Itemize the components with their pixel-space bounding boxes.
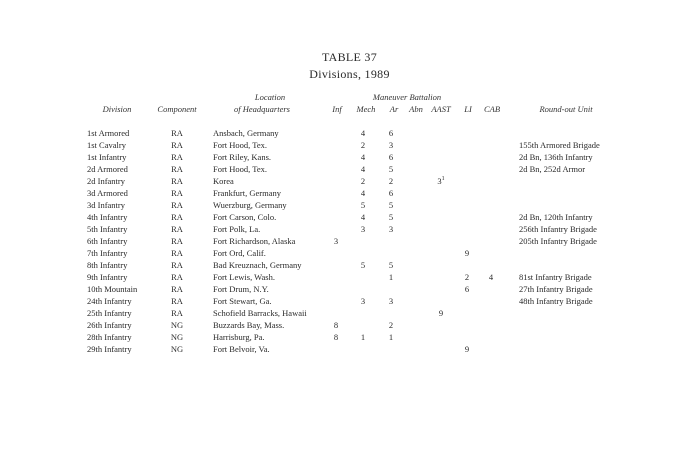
table-row	[0, 211, 699, 223]
ar-cell: 6	[388, 152, 394, 162]
component-cell: RA	[171, 188, 183, 198]
component-cell: RA	[171, 152, 183, 162]
component-cell: RA	[171, 260, 183, 270]
ar-cell: 5	[388, 164, 394, 174]
ar-cell: 5	[388, 260, 394, 270]
division-cell: 9th Infantry	[87, 272, 128, 282]
location-cell: Fort Polk, La.	[213, 224, 261, 234]
table-row	[0, 151, 699, 163]
division-cell: 4th Infantry	[87, 212, 128, 222]
table-row	[0, 271, 699, 283]
mech-cell: 3	[360, 296, 366, 306]
division-cell: 8th Infantry	[87, 260, 128, 270]
division-cell: 2d Infantry	[87, 176, 126, 186]
table-row	[0, 259, 699, 271]
header-division: Division	[102, 104, 132, 114]
component-cell: RA	[171, 140, 183, 150]
mech-cell: 2	[360, 176, 366, 186]
location-cell: Frankfurt, Germany	[213, 188, 281, 198]
header-location-line2: of Headquarters	[234, 104, 290, 114]
aast-cell: 9	[438, 308, 444, 318]
header-cab: CAB	[483, 104, 501, 114]
component-cell: RA	[171, 176, 183, 186]
table-row	[0, 139, 699, 151]
component-cell: NG	[170, 320, 184, 330]
mech-cell: 5	[360, 260, 366, 270]
division-cell: 1st Armored	[87, 128, 130, 138]
component-cell: NG	[170, 344, 184, 354]
roundout-cell: 48th Infantry Brigade	[519, 296, 593, 306]
li-cell: 2	[464, 272, 470, 282]
ar-cell: 5	[388, 212, 394, 222]
table-row	[0, 307, 699, 319]
ar-cell: 5	[388, 200, 394, 210]
division-cell: 25th Infantry	[87, 308, 132, 318]
mech-cell: 5	[360, 200, 366, 210]
roundout-cell: 155th Armored Brigade	[519, 140, 600, 150]
header-roundout: Round-out Unit	[539, 104, 593, 114]
location-cell: Fort Ord, Calif.	[213, 248, 266, 258]
table-row	[0, 199, 699, 211]
ar-cell: 1	[388, 332, 394, 342]
location-cell: Fort Hood, Tex.	[213, 140, 268, 150]
location-cell: Korea	[213, 176, 234, 186]
component-cell: RA	[171, 248, 183, 258]
division-cell: 3d Infantry	[87, 200, 126, 210]
mech-cell: 1	[360, 332, 366, 342]
location-cell: Fort Belvoir, Va.	[213, 344, 270, 354]
division-cell: 26th Infantry	[87, 320, 132, 330]
location-cell: Buzzards Bay, Mass.	[213, 320, 285, 330]
cab-cell: 4	[488, 272, 494, 282]
component-cell: RA	[171, 296, 183, 306]
ar-cell: 3	[388, 140, 394, 150]
mech-cell: 3	[360, 224, 366, 234]
li-cell: 9	[464, 248, 470, 258]
table-row	[0, 343, 699, 355]
header-li: LI	[464, 104, 472, 114]
inf-cell: 3	[333, 236, 339, 246]
component-cell: RA	[171, 236, 183, 246]
location-cell: Harrisburg, Pa.	[213, 332, 265, 342]
li-cell: 9	[464, 344, 470, 354]
ar-cell: 3	[388, 224, 394, 234]
component-cell: RA	[171, 200, 183, 210]
location-cell: Fort Stewart, Ga.	[213, 296, 272, 306]
table-row	[0, 283, 699, 295]
mech-cell: 4	[360, 188, 366, 198]
ar-cell: 2	[388, 320, 394, 330]
division-cell: 29th Infantry	[87, 344, 132, 354]
header-maneuver-group: Maneuver Battalion	[372, 92, 442, 102]
table-row	[0, 295, 699, 307]
location-cell: Wuerzburg, Germany	[213, 200, 287, 210]
component-cell: NG	[170, 332, 184, 342]
mech-cell: 2	[360, 140, 366, 150]
ar-cell: 3	[388, 296, 394, 306]
aast-cell: 3$^1$	[437, 176, 445, 186]
location-cell: Schofield Barracks, Hawaii	[213, 308, 307, 318]
component-cell: RA	[171, 284, 183, 294]
location-cell: Fort Drum, N.Y.	[213, 284, 269, 294]
table-row	[0, 331, 699, 343]
mech-cell: 4	[360, 164, 366, 174]
table-subtitle: Divisions, 1989	[309, 67, 390, 81]
location-cell: Fort Lewis, Wash.	[213, 272, 275, 282]
roundout-cell: 256th Infantry Brigade	[519, 224, 597, 234]
table-row	[0, 187, 699, 199]
ar-cell: 2	[388, 176, 394, 186]
mech-cell: 4	[360, 212, 366, 222]
header-inf: Inf	[332, 104, 342, 114]
header-abn: Abn	[409, 104, 423, 114]
mech-cell: 4	[360, 152, 366, 162]
component-cell: RA	[171, 164, 183, 174]
component-cell: RA	[171, 224, 183, 234]
location-cell: Fort Carson, Colo.	[213, 212, 277, 222]
header-component: Component	[157, 104, 197, 114]
table-row	[0, 235, 699, 247]
division-cell: 24th Infantry	[87, 296, 132, 306]
division-cell: 28th Infantry	[87, 332, 132, 342]
division-cell: 7th Infantry	[87, 248, 128, 258]
component-cell: RA	[171, 308, 183, 318]
li-cell: 6	[464, 284, 470, 294]
ar-cell: 6	[388, 188, 394, 198]
footnote-marker: 1	[441, 176, 445, 182]
component-cell: RA	[171, 272, 183, 282]
header-aast: AAST	[431, 104, 451, 114]
mech-cell: 4	[360, 128, 366, 138]
location-cell: Fort Richardson, Alaska	[213, 236, 296, 246]
roundout-cell: 205th Infantry Brigade	[519, 236, 597, 246]
roundout-cell: 27th Infantry Brigade	[519, 284, 593, 294]
ar-cell: 6	[388, 128, 394, 138]
inf-cell: 8	[333, 332, 339, 342]
table-row	[0, 223, 699, 235]
roundout-cell: 2d Bn, 120th Infantry	[519, 212, 593, 222]
component-cell: RA	[171, 128, 183, 138]
header-ar: Ar	[389, 104, 399, 114]
table-title: TABLE 37	[321, 50, 378, 64]
division-cell: 1st Cavalry	[87, 140, 126, 150]
header-location-line1: Location	[254, 92, 286, 102]
table-row	[0, 319, 699, 331]
table-row	[0, 127, 699, 139]
roundout-cell: 2d Bn, 252d Armor	[519, 164, 586, 174]
header-mech: Mech	[356, 104, 376, 114]
table-row	[0, 163, 699, 175]
roundout-cell: 81st Infantry Brigade	[519, 272, 592, 282]
ar-cell: 1	[388, 272, 394, 282]
division-cell: 5th Infantry	[87, 224, 128, 234]
location-cell: Fort Riley, Kans.	[213, 152, 272, 162]
location-cell: Ansbach, Germany	[213, 128, 279, 138]
table-row	[0, 247, 699, 259]
inf-cell: 8	[333, 320, 339, 330]
location-cell: Bad Kreuznach, Germany	[213, 260, 302, 270]
division-cell: 1st Infantry	[87, 152, 127, 162]
division-cell: 6th Infantry	[87, 236, 128, 246]
table-row	[0, 175, 699, 187]
division-cell: 3d Armored	[87, 188, 128, 198]
division-cell: 10th Mountain	[87, 284, 138, 294]
division-cell: 2d Armored	[87, 164, 128, 174]
component-cell: RA	[171, 212, 183, 222]
roundout-cell: 2d Bn, 136th Infantry	[519, 152, 593, 162]
location-cell: Fort Hood, Tex.	[213, 164, 268, 174]
